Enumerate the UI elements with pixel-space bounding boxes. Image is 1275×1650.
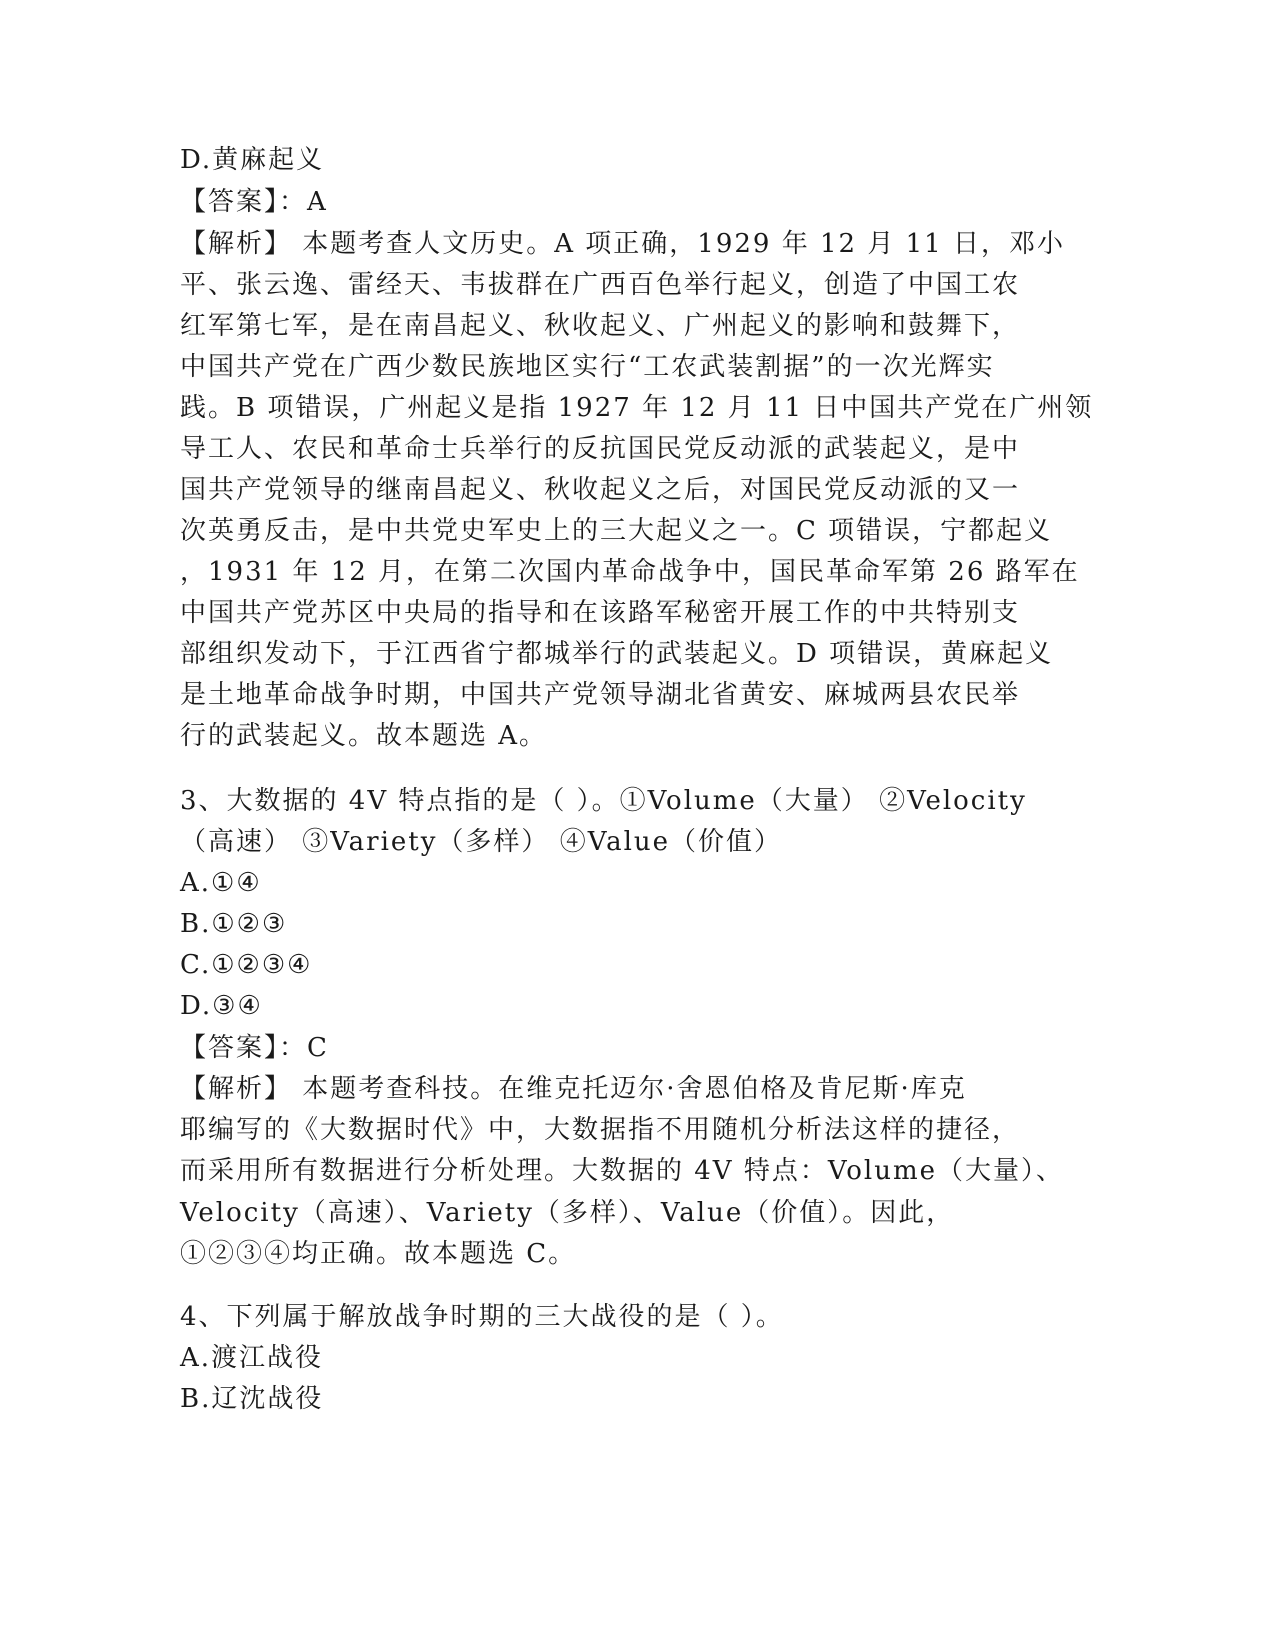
q2-analysis-line: 次英勇反击，是中共党史军史上的三大起义之一。C 项错误，宁都起义 <box>180 516 1053 546</box>
q3-option-b: B.①②③ <box>180 909 288 939</box>
q2-analysis-line: 国共产党领导的继南昌起义、秋收起义之后，对国民党反动派的又一 <box>180 475 1021 505</box>
q3-answer: 【答案】：C <box>180 1033 329 1063</box>
q2-analysis-line: 践。B 项错误，广州起义是指 1927 年 12 月 11 日中国共产党在广州领 <box>180 393 1094 423</box>
q2-analysis-line: 红军第七军，是在南昌起义、秋收起义、广州起义的影响和鼓舞下， <box>180 311 1021 341</box>
q2-analysis-line: 行的武装起义。故本题选 A。 <box>180 721 548 751</box>
q3-option-c: C.①②③④ <box>180 950 313 980</box>
q3-question-line: （高速） ③Variety（多样） ④Value（价值） <box>180 827 783 857</box>
q4-question: 4、下列属于解放战争时期的三大战役的是（ ）。 <box>180 1302 784 1332</box>
q2-option-d: D.黄麻起义 <box>180 145 325 175</box>
q4-option-a: A.渡江战役 <box>180 1343 324 1373</box>
q2-answer: 【答案】：A <box>180 187 328 217</box>
q2-analysis-line: ，1931 年 12 月，在第二次国内革命战争中，国民革命军第 26 路军在 <box>180 557 1080 587</box>
q3-analysis-line: ①②③④均正确。故本题选 C。 <box>180 1239 577 1269</box>
q3-analysis-line: Velocity（高速）、Variety（多样）、Value（价值）。因此， <box>180 1198 955 1228</box>
q2-analysis-line: 中国共产党在广西少数民族地区实行“工农武装割据”的一次光辉实 <box>180 352 995 382</box>
q2-analysis-line: 中国共产党苏区中央局的指导和在该路军秘密开展工作的中共特别支 <box>180 598 1021 628</box>
q3-analysis-line: 耶编写的《大数据时代》中，大数据指不用随机分析法这样的捷径， <box>180 1115 1021 1145</box>
q2-analysis-line: 平、张云逸、雷经天、韦拔群在广西百色举行起义，创造了中国工农 <box>180 270 1021 300</box>
q2-analysis-line: 是土地革命战争时期，中国共产党领导湖北省黄安、麻城两县农民举 <box>180 680 1021 710</box>
q4-option-b: B.辽沈战役 <box>180 1384 324 1414</box>
q3-question-line: 3、大数据的 4V 特点指的是（ ）。①Volume（大量） ②Velocity <box>180 786 1027 816</box>
q2-analysis-line: 部组织发动下，于江西省宁都城举行的武装起义。D 项错误，黄麻起义 <box>180 639 1054 669</box>
q2-analysis-line: 导工人、农民和革命士兵举行的反抗国民党反动派的武装起义，是中 <box>180 434 1021 464</box>
q3-option-a: A.①④ <box>180 868 262 898</box>
q3-analysis-line: 【解析】 本题考查科技。在维克托迈尔·舍恩伯格及肯尼斯·库克 <box>180 1074 967 1104</box>
q2-analysis-line: 【解析】 本题考查人文历史。A 项正确，1929 年 12 月 11 日，邓小 <box>180 229 1065 259</box>
q3-option-d: D.③④ <box>180 991 263 1021</box>
q3-analysis-line: 而采用所有数据进行分析处理。大数据的 4V 特点：Volume（大量）、 <box>180 1156 1064 1186</box>
